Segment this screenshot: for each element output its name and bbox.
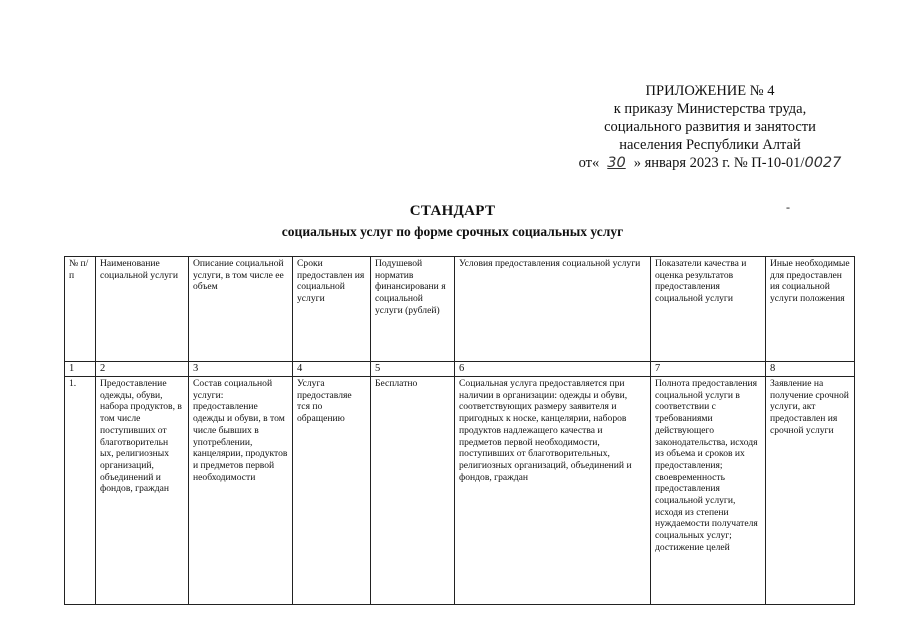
order-line xyxy=(560,154,860,172)
service-conditions: Социальная услуга предоставляется при наличии в организации: одежды и обуви, соответствующих размеру заявителя и пригодных к носке, канцелярии, наборов продуктов надлежащего качества и предметов первой необходимости, поступивших от благотворительных, религиозных организаций, объединений и фондов, граждан xyxy=(455,377,651,605)
column-number: 1 xyxy=(65,362,96,377)
appendix-title: ПРИЛОЖЕНИЕ № 4 xyxy=(645,83,775,99)
column-number: 8 xyxy=(766,362,855,377)
header-cell: Подушевой норматив финансировани я социальной услуги (рублей) xyxy=(371,257,455,362)
header-cell: Условия предоставления социальной услуги xyxy=(455,257,651,362)
appendix-line: к приказу Министерства труда, xyxy=(613,101,807,117)
order-day-handwritten: 30 xyxy=(607,155,626,171)
table-header-row xyxy=(65,257,855,362)
row-number: 1. xyxy=(65,377,96,605)
appendix-line: социального развития и занятости xyxy=(604,119,816,135)
document-title-block xyxy=(0,203,905,240)
service-term: Услуга предоставляе тся по обращению xyxy=(293,377,371,605)
header-cell: Иные необходимые для предоставлен ия социальной услуги положения xyxy=(766,257,855,362)
header-cell: Показатели качества и оценка результатов предоставления социальной услуги xyxy=(651,257,766,362)
document-subtitle: социальных услуг по форме срочных социальных услуг xyxy=(281,224,624,239)
column-number-row xyxy=(65,362,855,377)
header-cell: Описание социальной услуги, в том числе ее объем xyxy=(189,257,293,362)
quality-indicators: Полнота предоставления социальной услуги в соответствии с требованиями действующего законодательства, исходя из объема и сроков их предоставления; своевременность предоставления социальной услуги, исходя из степени нуждаемости получателя социальных услуг; достижение целей xyxy=(651,377,766,605)
column-number: 2 xyxy=(96,362,189,377)
standard-table xyxy=(64,256,855,605)
document-title: СТАНДАРТ xyxy=(409,203,496,219)
table-row xyxy=(65,377,855,605)
column-number: 4 xyxy=(293,362,371,377)
column-number: 6 xyxy=(455,362,651,377)
stray-mark: - xyxy=(786,200,790,214)
order-number-handwritten: 0027 xyxy=(804,155,842,171)
column-number: 5 xyxy=(371,362,455,377)
service-name: Предоставление одежды, обуви, набора продуктов, в том числе поступивших от благотворительн ых, религиозных организаций, объединений и фондов, граждан xyxy=(96,377,189,605)
appendix-line: населения Республики Алтай xyxy=(619,137,801,153)
header-cell: Наименование социальной услуги xyxy=(96,257,189,362)
order-prefix: от« xyxy=(578,155,600,171)
other-provisions: Заявление на получение срочной услуги, акт предоставлен ия срочной услуги xyxy=(766,377,855,605)
column-number: 3 xyxy=(189,362,293,377)
order-middle: » января 2023 г. № П-10-01/ xyxy=(633,155,805,171)
header-cell: № п/п xyxy=(65,257,96,362)
funding-norm: Бесплатно xyxy=(371,377,455,605)
service-description: Состав социальной услуги: предоставление одежды и обуви, в том числе бывших в употреблении, канцелярии, продуктов и предметов первой необходимости xyxy=(189,377,293,605)
appendix-header xyxy=(560,82,860,172)
header-cell: Сроки предоставлен ия социальной услуги xyxy=(293,257,371,362)
column-number: 7 xyxy=(651,362,766,377)
